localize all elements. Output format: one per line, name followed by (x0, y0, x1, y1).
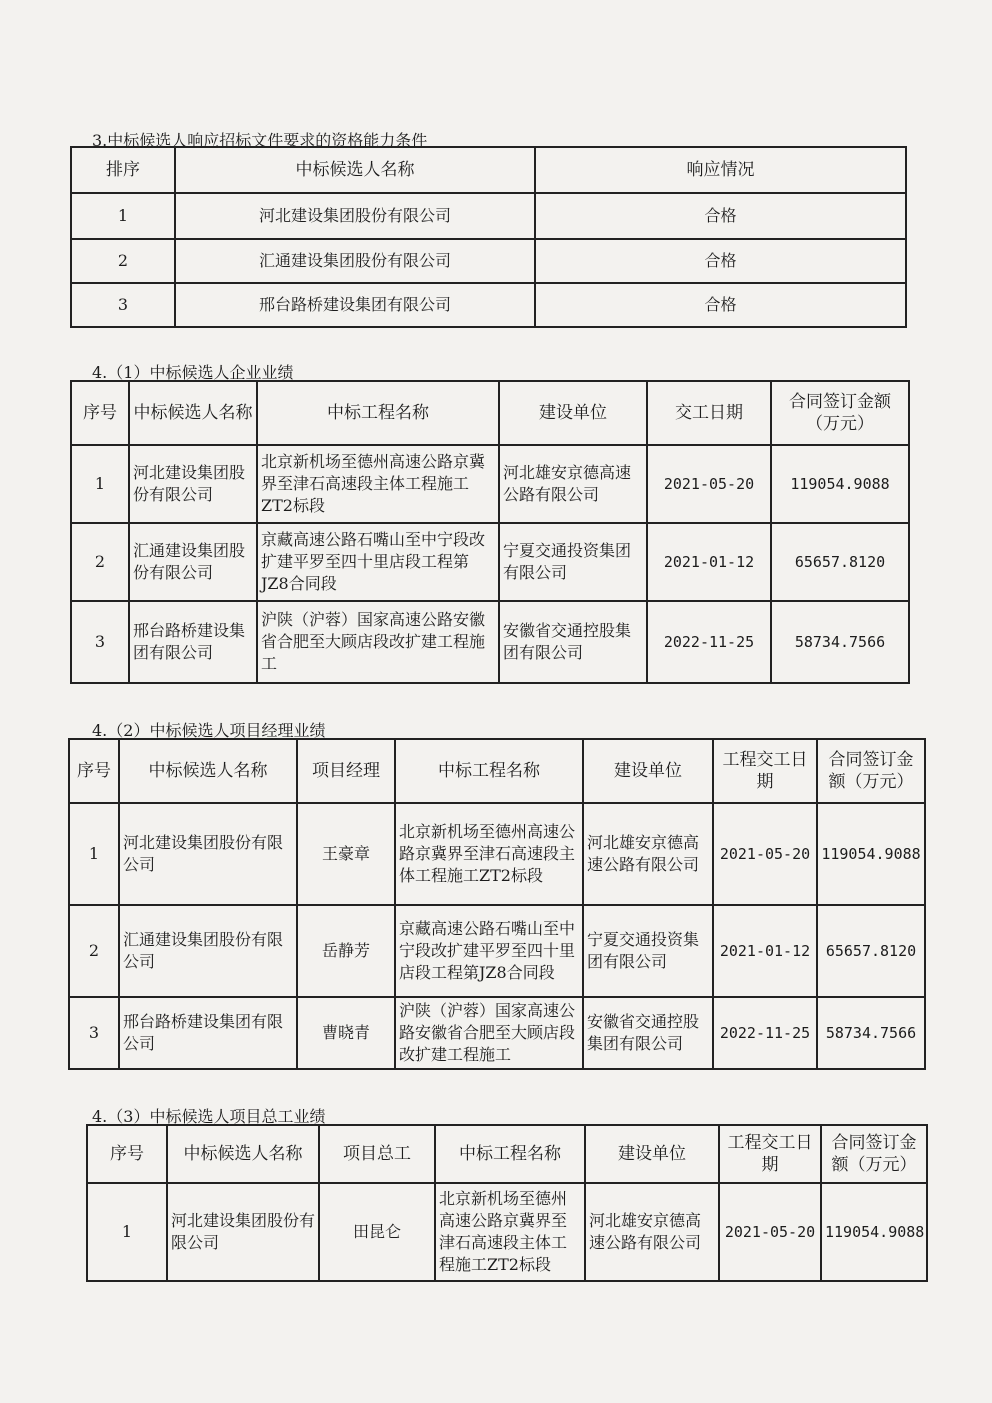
cell-completion-date: 2022-11-25 (713, 997, 817, 1069)
header-project-name: 中标工程名称 (257, 381, 499, 445)
cell-completion-date: 2021-05-20 (647, 445, 771, 523)
cell-project-name: 京藏高速公路石嘴山至中宁段改扩建平罗至四十里店段工程第JZ8合同段 (395, 905, 583, 997)
cell-chief-engineer: 田昆仑 (319, 1183, 435, 1281)
header-candidate-name: 中标候选人名称 (175, 147, 535, 193)
cell-candidate-name: 邢台路桥建设集团有限公司 (119, 997, 297, 1069)
cell-rank: 1 (71, 193, 175, 239)
header-response: 响应情况 (535, 147, 906, 193)
section-4-1-title: 4.（1）中标候选人企业业绩 (92, 363, 294, 382)
cell-contract-amount: 58734.7566 (771, 601, 909, 683)
cell-project-name: 沪陕（沪蓉）国家高速公路安徽省合肥至大顾店段改扩建工程施工 (395, 997, 583, 1069)
cell-candidate-name: 邢台路桥建设集团有限公司 (175, 283, 535, 327)
header-completion-date: 交工日期 (647, 381, 771, 445)
cell-completion-date: 2021-05-20 (713, 803, 817, 905)
cell-candidate-name: 河北建设集团股份有限公司 (129, 445, 257, 523)
header-index: 序号 (87, 1125, 167, 1183)
cell-candidate-name: 汇通建设集团股份有限公司 (175, 239, 535, 283)
cell-contract-amount: 119054.9088 (821, 1183, 927, 1281)
table-row (69, 997, 925, 1069)
cell-candidate-name: 河北建设集团股份有限公司 (119, 803, 297, 905)
table-row (69, 803, 925, 905)
cell-response: 合格 (535, 283, 906, 327)
table-header-row (71, 147, 906, 193)
cell-index: 3 (71, 601, 129, 683)
header-candidate-name: 中标候选人名称 (167, 1125, 319, 1183)
cell-contract-amount: 58734.7566 (817, 997, 925, 1069)
header-project-name: 中标工程名称 (435, 1125, 585, 1183)
table-row (69, 905, 925, 997)
header-rank: 排序 (71, 147, 175, 193)
cell-rank: 3 (71, 283, 175, 327)
header-chief-engineer: 项目总工 (319, 1125, 435, 1183)
cell-index: 1 (87, 1183, 167, 1281)
cell-project-name: 北京新机场至德州高速公路京冀界至津石高速段主体工程施工ZT2标段 (257, 445, 499, 523)
header-project-manager: 项目经理 (297, 739, 395, 803)
qualification-table (70, 146, 907, 328)
cell-candidate-name: 河北建设集团股份有限公司 (167, 1183, 319, 1281)
cell-response: 合格 (535, 239, 906, 283)
chief-engineer-table (86, 1124, 928, 1282)
table-row (71, 445, 909, 523)
header-index: 序号 (69, 739, 119, 803)
cell-completion-date: 2022-11-25 (647, 601, 771, 683)
table-header-row (71, 381, 909, 445)
table-row (87, 1183, 927, 1281)
cell-contract-amount: 119054.9088 (771, 445, 909, 523)
cell-response: 合格 (535, 193, 906, 239)
header-owner: 建设单位 (583, 739, 713, 803)
cell-owner: 宁夏交通投资集团有限公司 (583, 905, 713, 997)
section-3-title: 3.中标候选人响应招标文件要求的资格能力条件 (92, 131, 428, 150)
table-row (71, 601, 909, 683)
cell-completion-date: 2021-05-20 (719, 1183, 821, 1281)
section-4-2-title: 4.（2）中标候选人项目经理业绩 (92, 721, 326, 740)
cell-project-name: 京藏高速公路石嘴山至中宁段改扩建平罗至四十里店段工程第JZ8合同段 (257, 523, 499, 601)
header-owner: 建设单位 (499, 381, 647, 445)
header-candidate-name: 中标候选人名称 (119, 739, 297, 803)
cell-project-name: 沪陕（沪蓉）国家高速公路安徽省合肥至大顾店段改扩建工程施工 (257, 601, 499, 683)
cell-contract-amount: 65657.8120 (771, 523, 909, 601)
cell-index: 2 (71, 523, 129, 601)
table-header-row (87, 1125, 927, 1183)
cell-contract-amount: 65657.8120 (817, 905, 925, 997)
cell-index: 3 (69, 997, 119, 1069)
table-row (71, 523, 909, 601)
header-completion-date: 工程交工日期 (713, 739, 817, 803)
header-contract-amount: 合同签订金额（万元） (821, 1125, 927, 1183)
header-project-name: 中标工程名称 (395, 739, 583, 803)
cell-candidate-name: 汇通建设集团股份有限公司 (129, 523, 257, 601)
header-completion-date: 工程交工日期 (719, 1125, 821, 1183)
header-owner: 建设单位 (585, 1125, 719, 1183)
cell-owner: 安徽省交通控股集团有限公司 (583, 997, 713, 1069)
header-contract-amount: 合同签订金额（万元） (771, 381, 909, 445)
cell-completion-date: 2021-01-12 (647, 523, 771, 601)
cell-index: 1 (69, 803, 119, 905)
cell-candidate-name: 河北建设集团股份有限公司 (175, 193, 535, 239)
cell-candidate-name: 汇通建设集团股份有限公司 (119, 905, 297, 997)
cell-owner: 宁夏交通投资集团有限公司 (499, 523, 647, 601)
cell-candidate-name: 邢台路桥建设集团有限公司 (129, 601, 257, 683)
company-performance-table (70, 380, 910, 684)
cell-project-manager: 岳静芳 (297, 905, 395, 997)
cell-owner: 河北雄安京德高速公路有限公司 (499, 445, 647, 523)
cell-contract-amount: 119054.9088 (817, 803, 925, 905)
header-candidate-name: 中标候选人名称 (129, 381, 257, 445)
header-contract-amount: 合同签订金额（万元） (817, 739, 925, 803)
cell-rank: 2 (71, 239, 175, 283)
table-header-row (69, 739, 925, 803)
header-index: 序号 (71, 381, 129, 445)
cell-owner: 河北雄安京德高速公路有限公司 (583, 803, 713, 905)
cell-project-name: 北京新机场至德州高速公路京冀界至津石高速段主体工程施工ZT2标段 (395, 803, 583, 905)
cell-completion-date: 2021-01-12 (713, 905, 817, 997)
table-row (71, 193, 906, 239)
cell-owner: 河北雄安京德高速公路有限公司 (585, 1183, 719, 1281)
project-manager-table (68, 738, 926, 1070)
table-row (71, 283, 906, 327)
table-row (71, 239, 906, 283)
cell-project-name: 北京新机场至德州高速公路京冀界至津石高速段主体工程施工ZT2标段 (435, 1183, 585, 1281)
cell-index: 1 (71, 445, 129, 523)
cell-project-manager: 曹晓青 (297, 997, 395, 1069)
cell-index: 2 (69, 905, 119, 997)
cell-project-manager: 王豪章 (297, 803, 395, 905)
cell-owner: 安徽省交通控股集团有限公司 (499, 601, 647, 683)
section-4-3-title: 4.（3）中标候选人项目总工业绩 (92, 1107, 326, 1126)
